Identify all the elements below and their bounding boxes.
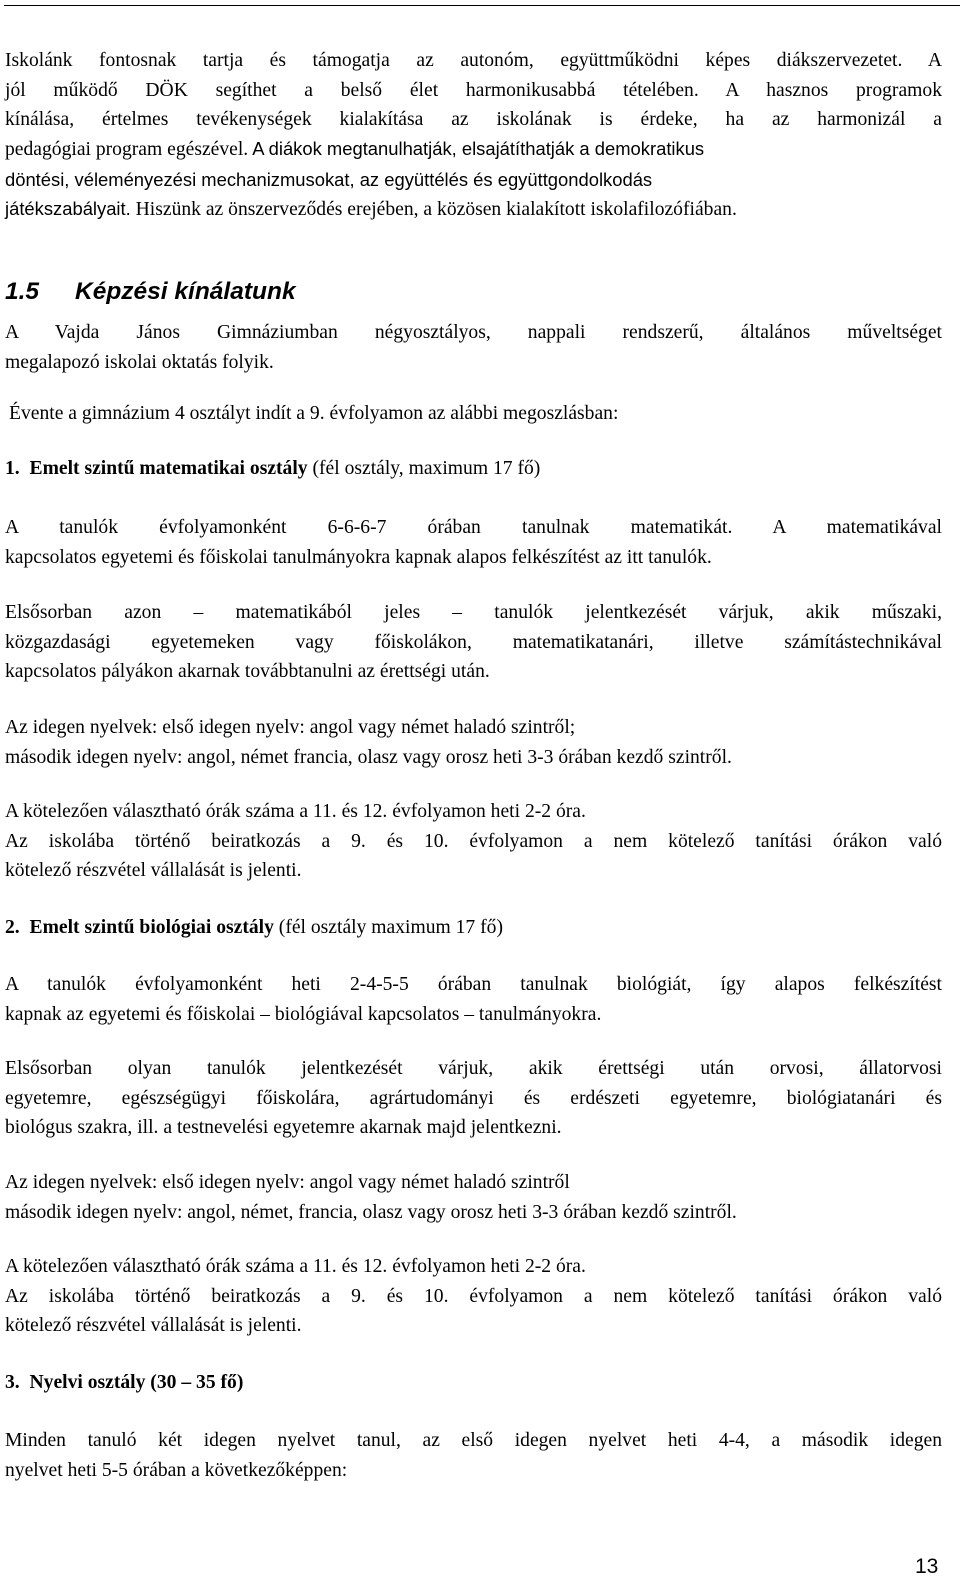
- class2-title: Emelt szintű biológiai osztály: [29, 917, 274, 938]
- class2-optional-hours: [5, 1252, 942, 1341]
- section-title: Képzési kínálatunk: [75, 278, 296, 305]
- class1-heading: [5, 454, 942, 484]
- class1-paragraph-2: [5, 598, 942, 687]
- class1-p1-line-2: kapcsolatos egyetemi és főiskolai tanulmányokra kapnak alapos felkészítést az itt tanulók.: [5, 546, 712, 568]
- class3-p1-line-2: nyelvet heti 5-5 órában a következőképpen:: [5, 1459, 348, 1481]
- class2-paragraph-1: [5, 970, 942, 1029]
- class1-num: 1.: [5, 458, 20, 479]
- top-rule: [4, 5, 960, 6]
- intro-line-2: jól működő DÖK segíthet a belső élet harmonikusabbá tételében. A hasznos programok: [5, 79, 942, 101]
- class1-note: (fél osztály, maximum 17 fő): [307, 458, 541, 479]
- class2-paragraph-2: [5, 1054, 942, 1143]
- class2-opt-line-3: kötelező részvétel vállalását is jelenti.: [5, 1315, 302, 1336]
- class3-paragraph-1: [5, 1426, 942, 1485]
- class1-p1-line-1: A tanulók évfolyamonként 6-6-6-7 órában tanulnak matematikát. A matematikával: [5, 517, 942, 538]
- class2-opt-line-1: A kötelezően választható órák száma a 11. és 12. évfolyamon heti 2-2 óra.: [5, 1256, 586, 1277]
- section-intro-line-1: A Vajda János Gimnáziumban négyosztályos, nappali rendszerű, általános műveltséget: [5, 322, 942, 343]
- class1-p2-line-3: kapcsolatos pályákon akarnak továbbtanulni az érettségi után.: [5, 661, 490, 682]
- intro-line-5: döntési, véleményezési mechanizmusokat, az együttélés és együttgondolkodás: [5, 169, 653, 190]
- class3-p1-line-1: Minden tanuló két idegen nyelvet tanul, az első idegen nyelvet heti 4-4, a második idegen: [5, 1430, 942, 1451]
- class1-opt-line-1: A kötelezően választható órák száma a 11. és 12. évfolyamon heti 2-2 óra.: [5, 801, 586, 822]
- class1-lang-line-1: Az idegen nyelvek: első idegen nyelv: angol vagy német haladó szintről;: [5, 717, 576, 738]
- class3-title: Nyelvi osztály (30 – 35 fő): [29, 1372, 244, 1393]
- class1-title: Emelt szintű matematikai osztály: [29, 458, 308, 479]
- page-number: 13: [915, 1555, 939, 1578]
- class2-lang-line-2: második idegen nyelv: angol, német, francia, olasz vagy orosz heti 3-3 órában kezdő szintről.: [5, 1201, 737, 1223]
- class2-p2-line-3: biológus szakra, ill. a testnevelési egyetemre akarnak majd jelentkezni.: [5, 1117, 562, 1138]
- class2-languages: [5, 1168, 942, 1227]
- class1-p2-line-1: Elsősorban azon – matematikából jeles – tanulók jelentkezését várjuk, akik műszaki,: [5, 602, 942, 623]
- intro-line-6: játékszabályait. Hiszünk az önszerveződés erejében, a közösen kialakított iskolafilozófiában.: [5, 197, 737, 220]
- section-heading: [5, 276, 296, 308]
- class3-num: 3.: [5, 1372, 20, 1393]
- intro-line-4: pedagógiai program egészével. A diákok megtanulhatják, elsajátíthatják a demokratikus: [5, 137, 705, 160]
- class2-p1-line-1: A tanulók évfolyamonként heti 2-4-5-5 órában tanulnak biológiát, így alapos felkészítést: [5, 974, 942, 995]
- section-intro: [5, 318, 942, 377]
- class2-p2-line-2: egyetemre, egészségügyi főiskolára, agrártudományi és erdészeti egyetemre, biológiatanári és: [5, 1087, 942, 1109]
- class2-p1-line-2: kapnak az egyetemi és főiskolai – biológiával kapcsolatos – tanulmányokra.: [5, 1003, 602, 1025]
- class2-note: (fél osztály maximum 17 fő): [273, 917, 503, 938]
- intro-line-1: Iskolánk fontosnak tartja és támogatja az autonóm, együttműködni képes diákszervezetet. A: [5, 50, 942, 71]
- intro-paragraph: [5, 46, 942, 225]
- class2-num: 2.: [5, 917, 20, 938]
- yearly-distribution: Évente a gimnázium 4 osztályt indít a 9. évfolyamon az alábbi megoszlásban:: [9, 403, 619, 424]
- class1-opt-line-2: Az iskolába történő beiratkozás a 9. és 10. évfolyamon a nem kötelező tanítási órákon való: [5, 830, 942, 852]
- class1-p2-line-2: közgazdasági egyetemeken vagy főiskolákon, matematikatanári, illetve számítástechnikával: [5, 631, 942, 653]
- class1-lang-line-2: második idegen nyelv: angol, német francia, olasz vagy orosz heti 3-3 órában kezdő szintről.: [5, 746, 732, 768]
- section-number: 1.5: [5, 278, 40, 305]
- intro-line-3: kínálása, értelmes tevékenységek kialakítása az iskolának is érdeke, ha az harmonizál a: [5, 109, 942, 130]
- class3-heading: [5, 1368, 942, 1398]
- class1-optional-hours: [5, 797, 942, 886]
- class1-opt-line-3: kötelező részvétel vállalását is jelenti.: [5, 860, 302, 881]
- class1-paragraph-1: [5, 513, 942, 572]
- class2-heading: [5, 913, 942, 943]
- class1-languages: [5, 713, 942, 772]
- class2-lang-line-1: Az idegen nyelvek: első idegen nyelv: angol vagy német haladó szintről: [5, 1172, 570, 1193]
- class2-opt-line-2: Az iskolába történő beiratkozás a 9. és 10. évfolyamon a nem kötelező tanítási órákon való: [5, 1285, 942, 1307]
- section-intro-line-2: megalapozó iskolai oktatás folyik.: [5, 351, 274, 373]
- class2-p2-line-1: Elsősorban olyan tanulók jelentkezését várjuk, akik érettségi után orvosi, állatorvosi: [5, 1058, 942, 1079]
